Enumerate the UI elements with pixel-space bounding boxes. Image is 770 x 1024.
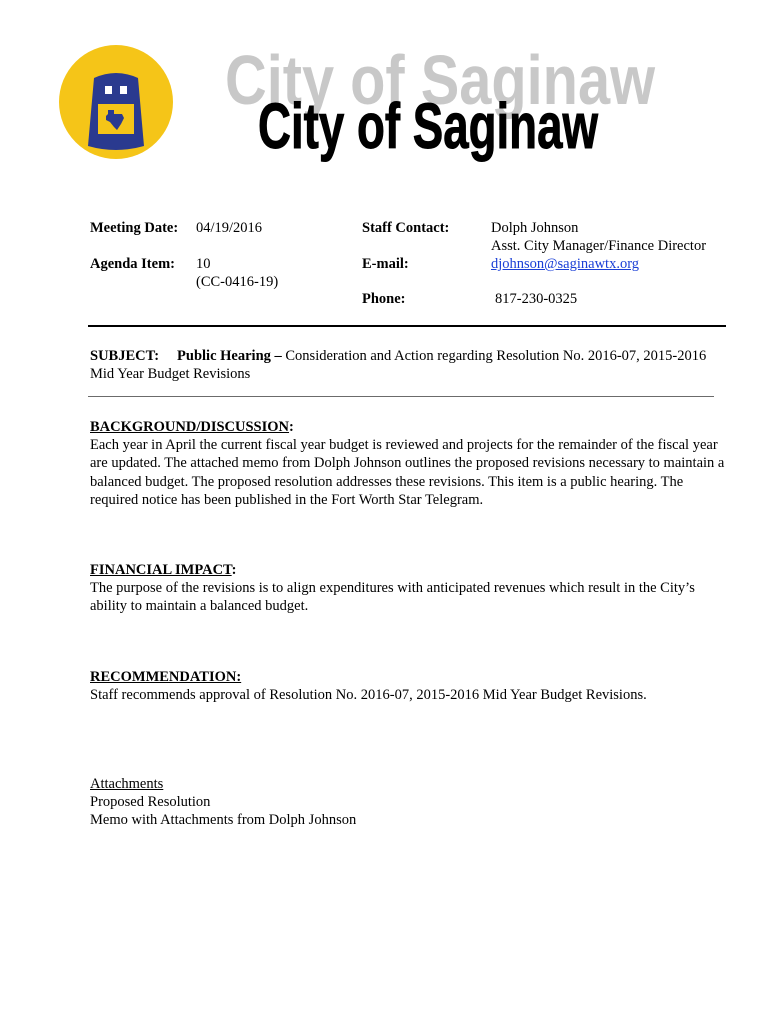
subject-divider [88,396,714,397]
recommendation-section [90,668,730,704]
financial-heading-colon: : [231,562,237,578]
city-title-logo [220,26,670,176]
attachments-heading: Attachments [90,776,164,792]
subject-label: SUBJECT: [90,348,160,364]
recommendation-heading: RECOMMENDATION: [90,669,242,685]
agenda-item-label: Agenda Item: [90,256,175,272]
header-divider [88,325,726,327]
recommendation-body: Staff recommends approval of Resolution No. 2016-07, 2015-2016 Mid Year Budget Revisions. [90,687,647,704]
background-body: Each year in April the current fiscal year budget is reviewed and projects for the remainder of the fiscal year are updated. The attached memo from Dolph Johnson outlines the proposed revisions necessary to maintain a balanced budget. The proposed resolution addresses these revisions. This item is a public hearing. The required notice has been published in the Fort Worth Star Telegram. [90,437,725,508]
attachment-item: Proposed Resolution [90,794,211,811]
financial-body: The purpose of the revisions is to align expenditures with anticipated revenues which result in the City’s ability to maintain a balanced budget. [90,580,695,615]
background-heading-colon: : [289,419,294,435]
attachment-item: Memo with Attachments from Dolph Johnson [90,812,357,829]
financial-heading: FINANCIAL IMPACT [90,562,232,578]
meeting-date-value: 04/19/2016 [196,220,263,236]
page-title: City of Saginaw [258,90,599,162]
agenda-item-value: 10 [196,256,211,272]
subject-text: Consideration and Action regarding Resolution No. 2016-07, 2015-2016 [281,348,707,364]
financial-section [90,561,730,616]
meeting-date-label: Meeting Date: [90,220,179,236]
background-heading: BACKGROUND/DISCUSSION [90,419,290,435]
phone-value: 817-230-0325 [495,291,578,307]
agenda-code: (CC-0416-19) [196,274,279,290]
email-link[interactable]: djohnson@saginawtx.org [491,256,640,272]
phone-label: Phone: [362,291,406,307]
staff-contact-name: Dolph Johnson [491,220,579,236]
subject-emphasis: Public Hearing – [177,348,282,364]
city-seal-icon [58,44,174,160]
staff-contact-title: Asst. City Manager/Finance Director [491,238,707,254]
subject-text-line2: Mid Year Budget Revisions [90,366,251,383]
email-label: E-mail: [362,256,409,272]
subject-section [90,347,730,383]
attachments-section [90,775,730,830]
svg-text:City of Saginaw: City of Saginaw [225,41,656,119]
background-section [90,418,730,509]
staff-contact-label: Staff Contact: [362,220,450,236]
